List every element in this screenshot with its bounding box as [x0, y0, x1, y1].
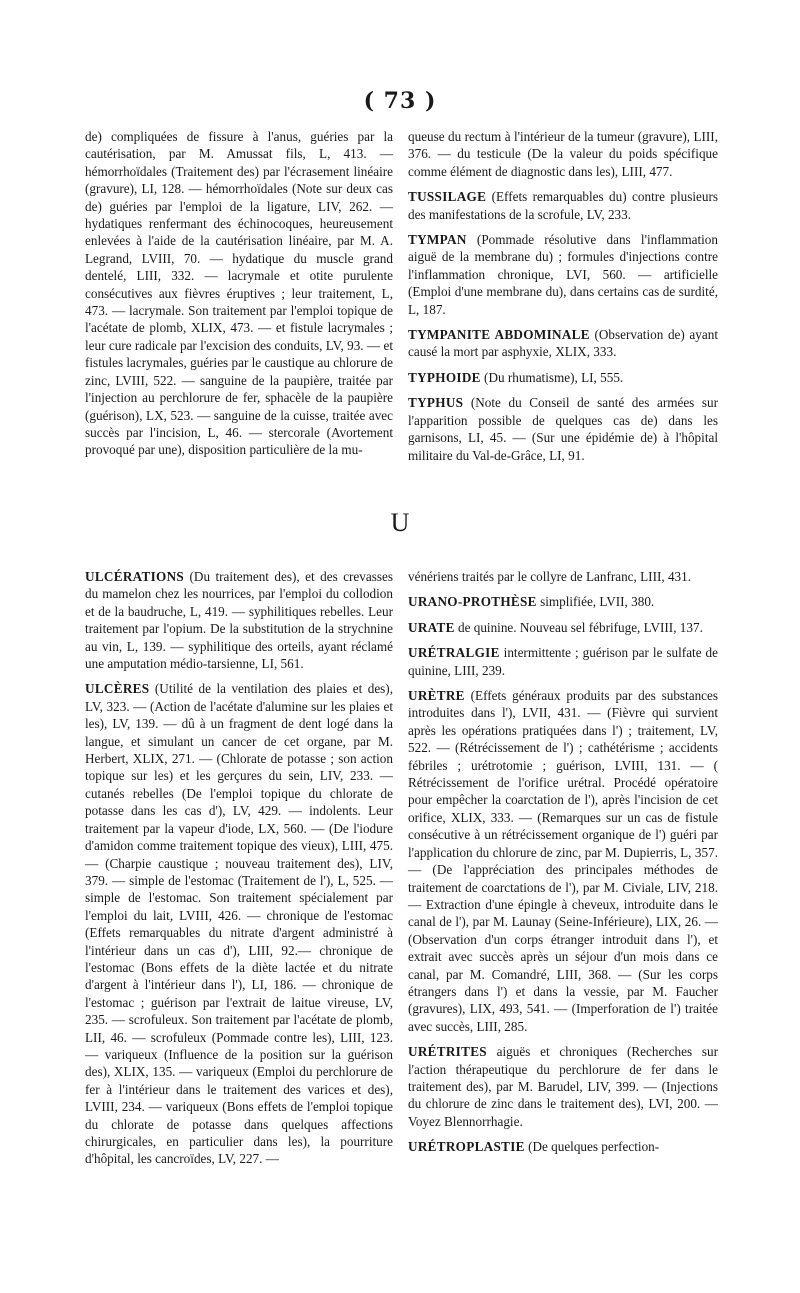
- entry-typhoide: [408, 369, 718, 386]
- entry-urate: [408, 619, 718, 636]
- entry-urano-prothese: [408, 593, 718, 610]
- entry-text: (Effets généraux produits par des substances introduites dans l'), LVII, 431. — (Fièvre qui survient après les opérations pratiquées dans l') ; traitement, LV, 522. — (Rétrécissement de l') ; cathétérisme ; accidents fébriles ; urétrotomie ; guérison, LVIII, 131. — ( Rétrécissement de l'orifice urétral. Procédé opératoire pour empêcher la coarctation de l'), après l'incision de cet orifice, XLIX, 333. — (Remarques sur un cas de fistule consécutive à un rétrécissement organique de l') guéri par l'application du chlorure de zinc, par M. Dupierris, L, 357. — (De l'appréciation des principales méthodes de traitement de coarctations de l'), par M. Civiale, LIV, 218. — Extraction d'une épingle à cheveux, introduite dans le canal de l'), par M. Launay (Seine-Inférieure), LIX, 26. — (Observation d'un corps étranger introduit dans l'), et extrait avec succès après un séjour d'un mois dans ce canal, par M. Comandré, LIII, 368. — (Sur les corps étrangers dans l') et dans la vessie, par M. Faucher (gravures), LIX, 493, 541. — (Imperforation de l') traitée avec succès, LIII, 285.: [408, 688, 718, 1034]
- headword: TYMPAN: [408, 232, 467, 248]
- headword: URÉTROPLASTIE: [408, 1139, 525, 1155]
- headword: URANO-PROTHÈSE: [408, 594, 537, 610]
- entry-text: (De quelques perfection-: [524, 1139, 660, 1155]
- entry-tympan: [408, 231, 718, 318]
- entry-text: (Effets remarquables du) contre plusieurs des manifestations de la scrofule, LV, 233.: [408, 189, 718, 222]
- entry-text: intermittente ; guérison par le sulfate de quinine, LIII, 239.: [408, 645, 718, 678]
- entry-text: (Du rhumatisme), LI, 555.: [480, 369, 624, 385]
- headword: URÈTRE: [408, 688, 465, 704]
- headword: URÉTRITES: [408, 1044, 487, 1060]
- headword: URATE: [408, 619, 455, 635]
- headword: TYMPANITE ABDOMINALE: [408, 327, 590, 343]
- entry-text: queuse du rectum à l'intérieur de la tumeur (gravure), LIII, 376. — du testicule (De la valeur du poids spécifique comme élément de diagnostic dans les), LIII, 477.: [408, 129, 718, 179]
- headword: TYPHOIDE: [408, 369, 481, 385]
- entry-ulcerations: [85, 568, 393, 672]
- column-bottom-left: [85, 568, 393, 1176]
- page-number: ( 73 ): [363, 88, 437, 114]
- entry-uretroplastie: [408, 1138, 718, 1155]
- entry-uretralgie: [408, 644, 718, 679]
- entry-text: (Observation de) ayant causé la mort par asphyxie, XLIX, 333.: [408, 327, 718, 360]
- entry-text: vénériens traités par le collyre de Lanfranc, LIII, 431.: [408, 569, 692, 584]
- entry-paragraph: [408, 568, 718, 585]
- entry-ulceres: [85, 680, 393, 1167]
- entry-text: simplifiée, LVII, 380.: [536, 594, 655, 610]
- entry-tussilage: [408, 188, 718, 223]
- headword: ULCÈRES: [85, 681, 150, 697]
- entry-text: (Note du Conseil de santé des armées sur l'apparition possible de quelques cas de) dans les garnisons, LI, 45. — (Sur une épidémie de) à l'hôpital militaire du Val-de-Grâce, LI, 91.: [408, 395, 718, 463]
- entry-text: (Pommade résolutive dans l'inflammation aiguë de la membrane du) ; formules d'injections contre l'inflammation chronique, LVI, 560. — artificielle (Emploi d'une membrane du), dans certains cas de surdité, L, 187.: [408, 232, 718, 317]
- section-letter: U: [390, 508, 410, 537]
- column-bottom-right: [408, 568, 718, 1164]
- entry-text: (Utilité de la ventilation des plaies et des), LV, 323. — (Action de l'acétate d'alumine sur les plaies et les), LV, 139. — dû à un fragment de dent logé dans la langue, et simulant un cancer de cet organe, par M. Herbert, XLIX, 271. — (Chlorate de potasse ; son action topique sur les) et les gerçures du sein, LIV, 233. — cutanés rebelles (De l'emploi topique du chlorate de potasse dans les cas d'), LV, 429. — indolents. Leur traitement par la vapeur d'iode, LX, 560. — (De l'iodure d'amidon comme traitement topique des vieux), LIII, 475. — (Charpie caustique ; nouveau traitement des), LIV, 379. — simple de l'estomac (Traitement de l'), L, 525. — simple de l'estomac. Son traitement spécialement par l'emploi du lait, LVIII, 426. — chronique de l'estomac (Effets remarquables du nitrate d'argent administré à l'intérieur dans un cas d'), LIII, 92.— chronique de l'estomac (Bons effets de la diète lactée et du nitrate d'argent à l'intérieur dans l'), LI, 186. — chronique de l'estomac ; guérison par l'extrait de laitue vireuse, LV, 235. — scrofuleux. Son traitement par l'acétate de plomb, LII, 46. — scrofuleux (Pommade contre les), LIII, 123. — variqueux (Influence de la position sur la guérison des), XLIX, 135. — variqueux (Emploi du perchlorure de fer à l'intérieur dans le traitement des varices et des), LVIII, 234. — variqueux (Bons effets de l'emploi topique du chlorate de potasse dans quelques affections chirurgicales, en particulier dans les), la pourriture d'hôpital, les cancroïdes, LV, 227. —: [85, 681, 393, 1167]
- entry-uretrites: [408, 1043, 718, 1130]
- entry-tympanite: [408, 326, 718, 361]
- entry-text: (Du traitement des), et des crevasses du mamelon chez les nourrices, par l'emploi du collodion et de la baudruche, L, 419. — syphilitiques rebelles. Leur traitement par l'opium. De la substitution de la strychnine au vin, L, 139. — syphilitique des orteils, ayant réclamé une amputation médio-tarsienne, LI, 561.: [85, 569, 393, 672]
- headword: TUSSILAGE: [408, 189, 487, 205]
- column-top-right: [408, 128, 718, 472]
- entry-uretre: [408, 687, 718, 1035]
- headword: URÉTRALGIE: [408, 645, 500, 661]
- entry-paragraph: [85, 128, 393, 459]
- entry-text: de quinine. Nouveau sel fébrifuge, LVIII, 137.: [454, 619, 703, 635]
- headword: TYPHUS: [408, 395, 464, 411]
- entry-typhus: [408, 394, 718, 464]
- entry-text: aiguës et chroniques (Recherches sur l'action thérapeutique du perchlorure de fer dans le traitement des), par M. Barudel, LIV, 399. — (Injections du chlorure de zinc dans le traitement des), LVI, 200. — Voyez Blennorrhagie.: [408, 1044, 718, 1129]
- entry-paragraph: [408, 128, 718, 180]
- entry-text: de) compliquées de fissure à l'anus, guéries par la cautérisation, par M. Amussat fils, L, 413. — hémorrhoïdales (Traitement des) par l'écrasement linéaire (gravure), LI, 128. — hémorrhoïdales (Note sur deux cas de) guéries par l'emploi de la ligature, LIV, 262. — hydatiques renfermant des échinocoques, heureusement enlevées à l'aide de la cautérisation linéaire, par M. A. Legrand, LVIII, 70. — hydatique du muscle grand dentelé, LIII, 332. — lacrymale et otite purulente consécutives aux fièvres éruptives ; leur traitement, L, 473. — lacrymale. Son traitement par l'emploi topique de l'acétate de plomb, XLIX, 473. — et fistule lacrymales ; leur cure radicale par l'excision des conduits, LV, 93. — et fistules lacrymales, guéries par le caustique au chlorure de zinc, LVIII, 522. — sanguine de la paupière, traitée par l'injection au perchlorure de fer, sphacèle de la paupière (guérison), LX, 523. — sanguine de la cuisse, traitée avec succès par l'incision, L, 46. — stercorale (Avortement provoqué par une), disposition particulière de la mu-: [85, 129, 393, 458]
- column-top-left: [85, 128, 393, 467]
- headword: ULCÉRATIONS: [85, 569, 185, 584]
